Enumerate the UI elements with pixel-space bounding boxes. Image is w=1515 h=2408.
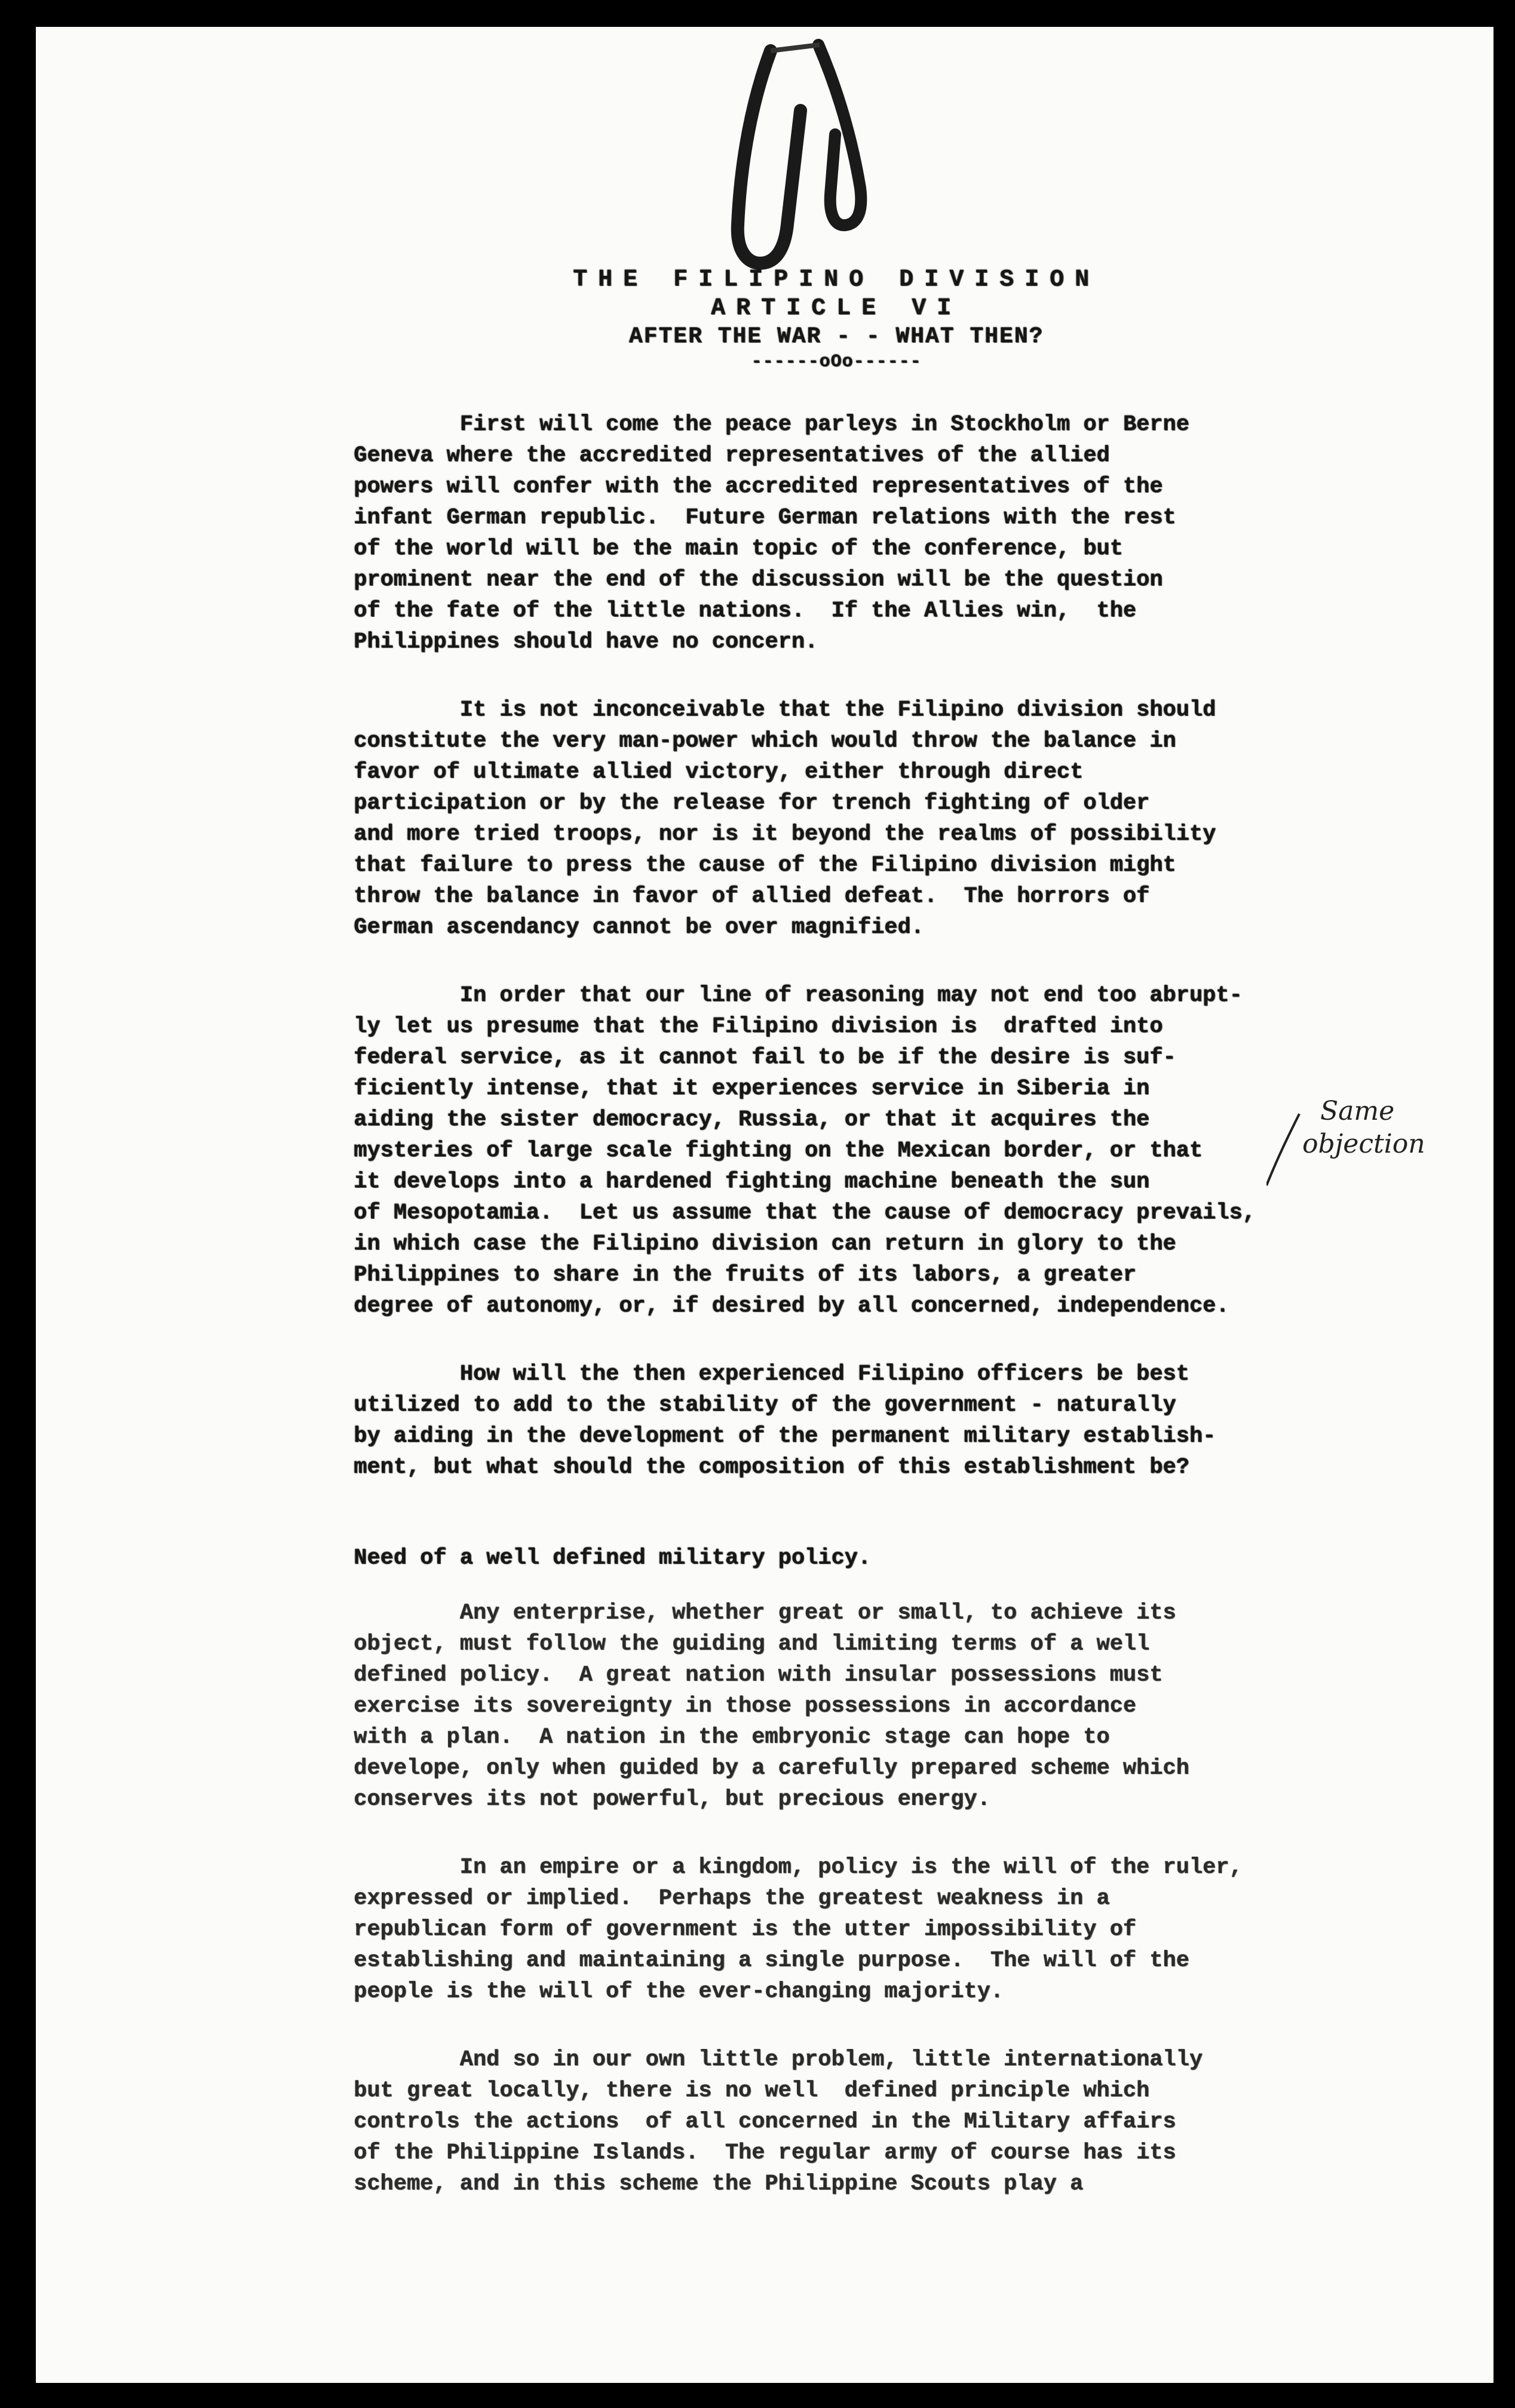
margin-note-line-2: objection	[1302, 1129, 1425, 1159]
paragraph-empire-or-kingdom: In an empire or a kingdom, policy is the will of the ruler, expressed or implied. Perhaps the greatest weakness in a republican form of government is the utter impossibility of establishing and maintaining a single purpose. The will of the people is the will of the ever-changing majority.	[354, 1855, 1243, 2004]
paragraph-man-power: It is not inconceivable that the Filipino division should constitute the very man-power which would throw the balance in favor of ultimate allied victory, either through direct participation or by the release for trench fighting of older and more tried troops, nor is it beyond the realms of possibility that failure to press the cause of the Filipino division might throw the balance in favor of allied defeat. The horrors of German ascendancy cannot be over magnified.	[354, 698, 1216, 940]
article-number: ARTICLE VI	[710, 295, 962, 322]
paragraph-line-of-reasoning: In order that our line of reasoning may not end too abrupt- ly let us presume that the Filipino division is drafted into federal service, as it cannot fail to be if the desire is suf- ficiently intense, that it experiences service in Siberia in aiding the sister democracy, Russia, or that it acquires the mysteries of large scale fighting on the Mexican border, or that it develops into a hardened fighting machine beneath the sun of Mesopotamia. Let us assume that the cause of democracy prevails, in which case the Filipino division can return in glory to the Philippines to share in the fruits of its labors, a greater degree of autonomy, or, if desired by all concerned, independence.	[354, 983, 1256, 1319]
document-title: THE FILIPINO DIVISION	[572, 266, 1100, 293]
paragraph-any-enterprise: Any enterprise, whether great or small, to achieve its object, must follow the guiding and limiting terms of a well defined policy. A great nation with insular possessions must exercise its sovereignty in those possessions in accordance with a plan. A nation in the embryonic stage can hope to develope, only when guided by a carefully prepared scheme which conserves its not powerful, but precious energy.	[354, 1601, 1189, 1812]
document-subtitle: AFTER THE WAR - - WHAT THEN?	[628, 324, 1044, 349]
paper-clip-mark	[681, 27, 896, 278]
title-block	[454, 266, 1219, 373]
title-divider: ------oOo------	[751, 352, 922, 372]
document-body	[354, 409, 1417, 2237]
paragraph-our-own-problem: And so in our own little problem, little internationally but great locally, there is no well defined principle which controls the actions of all concerned in the Military affairs of the Philippine Islands. The regular army of course has its scheme, and in this scheme the Philippine Scouts play a	[354, 2047, 1203, 2197]
document-page	[36, 27, 1493, 2383]
handwritten-margin-note	[1266, 1090, 1493, 1209]
paragraph-peace-parleys: First will come the peace parleys in Stockholm or Berne Geneva where the accredited representatives of the allied powers will confer with the accredited representatives of the infant German republic. Future German relations with the rest of the world will be the main topic of the conference, but prominent near the end of the discussion will be the question of the fate of the little nations. If the Allies win, the Philippines should have no concern.	[354, 412, 1189, 655]
section-heading-military-policy: Need of a well defined military policy.	[354, 1546, 871, 1571]
paragraph-experienced-officers: How will the then experienced Filipino officers be best utilized to add to the stability of the government - naturally by aiding in the development of the permanent military establish- ment, but what should the composition of this establishment be?	[354, 1362, 1216, 1480]
annotation-stroke	[1266, 1114, 1299, 1185]
margin-note-line-1: Same	[1320, 1096, 1395, 1126]
